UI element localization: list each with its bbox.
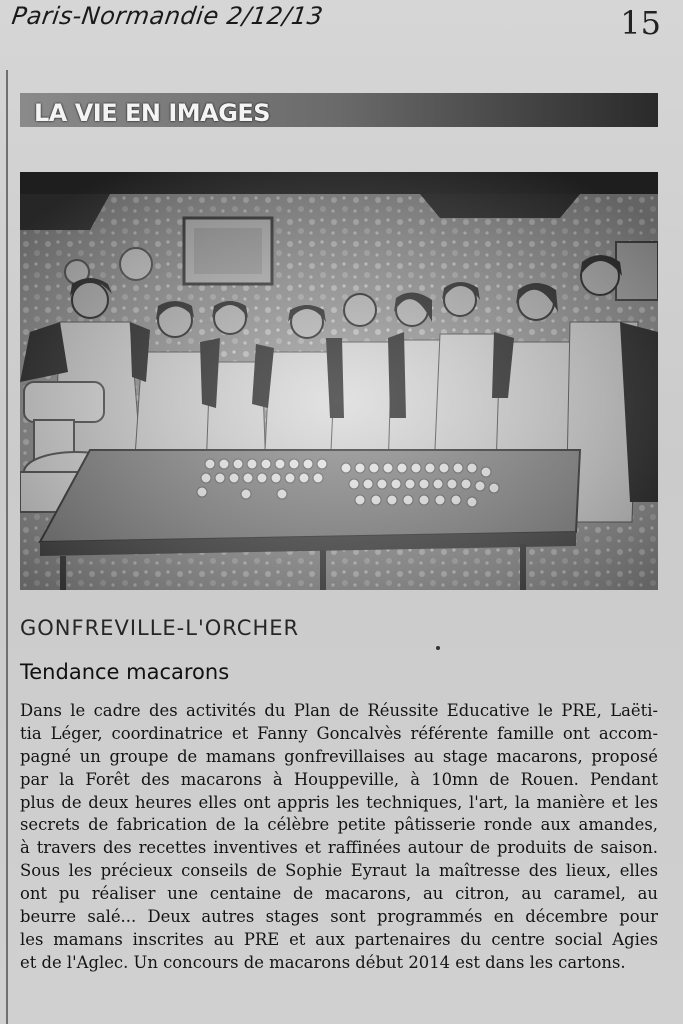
section-banner-label: LA VIE EN IMAGES [34, 99, 271, 127]
article-line: et de l'Aglec. Un concours de macarons début 2014 est dans les cartons. [20, 952, 626, 972]
page-number: 15 [620, 4, 661, 42]
article-location: GONFREVILLE-L'ORCHER [20, 616, 300, 640]
article-line: Sous les précieux conseils de Sophie Eyraut la maîtresse des lieux, elles [20, 861, 658, 881]
handwritten-source-note: Paris-Normandie 2/12/13 [10, 2, 325, 30]
article-photo [20, 172, 658, 590]
article-body [20, 700, 658, 975]
group-photo-image [20, 172, 658, 590]
article-line: plus de deux heures elles ont appris les techniques, l'art, la manière et les [20, 792, 658, 812]
article-line: à travers des recettes inventives et raffinées autour de produits de saison. [20, 838, 658, 858]
section-banner [20, 93, 658, 127]
article-line: pagné un groupe de mamans gonfrevillaises au stage macarons, proposé [20, 746, 658, 766]
column-rule [6, 70, 8, 1024]
article-line: ont pu réaliser une centaine de macarons, au citron, au caramel, au [20, 884, 658, 904]
article-line: par la Forêt des macarons à Houppeville, à 10mn de Rouen. Pendant [20, 769, 658, 789]
article-line: beurre salé... Deux autres stages sont programmés en décembre pour [20, 907, 658, 927]
article-headline: Tendance macarons [20, 660, 230, 684]
article-line: tia Léger, coordinatrice et Fanny Goncalvès référente famille ont accom- [20, 723, 658, 743]
article-line: les mamans inscrites au PRE et aux partenaires du centre social Agies [20, 929, 658, 949]
article-line: Dans le cadre des activités du Plan de Réussite Educative le PRE, Laëti- [20, 701, 658, 720]
article-line: secrets de fabrication de la célèbre petite pâtisserie ronde aux amandes, [20, 815, 658, 835]
print-speck [436, 646, 440, 650]
